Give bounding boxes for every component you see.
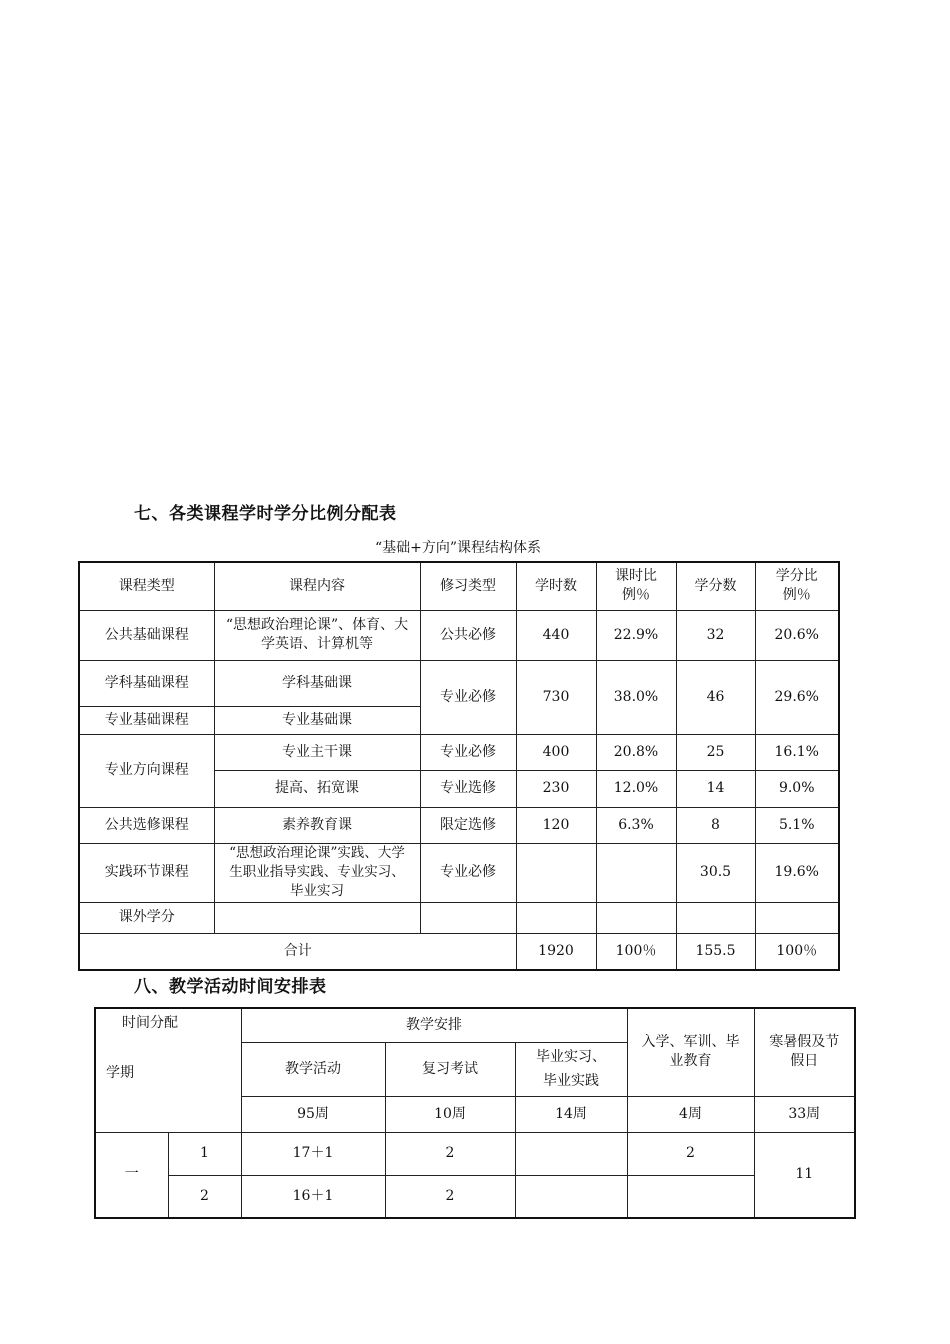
table-row [95,1132,855,1175]
header-cell: 修习类型 [420,562,516,610]
course-type: 专业基础课程 [79,706,214,734]
course-type: 公共基础课程 [79,610,214,660]
total-hours: 1920 [516,933,596,970]
study-mode: 公共必修 [420,610,516,660]
semester-number: 1 [168,1132,241,1175]
teaching-arrangement-header: 教学安排 [241,1008,627,1042]
table-row [79,660,839,706]
graduation-weeks [515,1132,627,1175]
total-weeks: 4周 [627,1096,754,1132]
course-type: 实践环节课程 [79,843,214,902]
review-exam-weeks: 2 [385,1132,515,1175]
header-cell: 学分比例％ [755,562,839,610]
credits-ratio: 9.0% [755,770,839,807]
study-mode: 专业必修 [420,843,516,902]
semester-number: 2 [168,1175,241,1218]
study-mode: 专业必修 [420,734,516,770]
credits-ratio: 19.6% [755,843,839,902]
empty-cell [755,902,839,933]
holiday-weeks: 11 [754,1132,855,1218]
graduation-practice-header: 毕业实习、毕业实践 [515,1042,627,1096]
hours: 120 [516,807,596,843]
hours-ratio: 22.9% [596,610,676,660]
total-row [79,933,839,970]
entrance-weeks [627,1175,754,1218]
total-weeks: 14周 [515,1096,627,1132]
total-credits-ratio: 100％ [755,933,839,970]
credits-ratio: 20.6% [755,610,839,660]
course-content: 专业主干课 [214,734,420,770]
holidays-header: 寒暑假及节假日 [754,1008,855,1096]
header-cell: 课时比例％ [596,562,676,610]
entrance-weeks: 2 [627,1132,754,1175]
entrance-header: 入学、军训、毕业教育 [627,1008,754,1096]
credits-ratio: 29.6% [755,660,839,734]
credits: 14 [676,770,755,807]
table-row [79,734,839,770]
course-type: 课外学分 [79,902,214,933]
header-cell: 课程类型 [79,562,214,610]
course-content: 学科基础课 [214,660,420,706]
teaching-activity-header: 教学活动 [241,1042,385,1096]
course-type: 公共选修课程 [79,807,214,843]
credits: 32 [676,610,755,660]
empty-cell [516,902,596,933]
total-weeks: 10周 [385,1096,515,1132]
teaching-activity-weeks: 16＋1 [241,1175,385,1218]
table-row [79,843,839,902]
section7-title: 七、各类课程学时学分比例分配表 [134,504,397,524]
empty-cell [676,902,755,933]
course-type: 专业方向课程 [79,734,214,807]
hours: 400 [516,734,596,770]
corner-header-cell [95,1008,241,1132]
credits: 30.5 [676,843,755,902]
credits: 46 [676,660,755,734]
table-row [79,610,839,660]
course-content: “思想政治理论课”实践、大学生职业指导实践、专业实习、毕业实习 [214,843,420,902]
table-header-row [79,562,839,610]
total-label: 合计 [79,933,516,970]
credits: 8 [676,807,755,843]
review-exam-weeks: 2 [385,1175,515,1218]
corner-top-label: 时间分配 [122,1015,178,1031]
hours-ratio [596,843,676,902]
study-mode: 专业必修 [420,660,516,734]
table-row [95,1175,855,1218]
hours-ratio: 20.8% [596,734,676,770]
table-header-row [95,1008,855,1042]
study-mode: 限定选修 [420,807,516,843]
course-content: 素养教育课 [214,807,420,843]
course-credit-table [78,561,840,971]
empty-cell [596,902,676,933]
credits-ratio: 5.1% [755,807,839,843]
course-type: 学科基础课程 [79,660,214,706]
course-content: 提高、拓宽课 [214,770,420,807]
hours-ratio: 12.0% [596,770,676,807]
study-mode: 专业选修 [420,770,516,807]
hours: 230 [516,770,596,807]
hours: 440 [516,610,596,660]
hours [516,843,596,902]
header-cell: 课程内容 [214,562,420,610]
review-exam-header: 复习考试 [385,1042,515,1096]
section8-title: 八、教学活动时间安排表 [134,977,327,997]
table-row [79,902,839,933]
table-row [79,807,839,843]
course-content: 专业基础课 [214,706,420,734]
teaching-activity-weeks: 17＋1 [241,1132,385,1175]
table1-caption: “基础+方向”课程结构体系 [374,540,542,556]
empty-cell [420,902,516,933]
graduation-weeks [515,1175,627,1218]
hours-ratio: 6.3% [596,807,676,843]
hours-ratio: 38.0% [596,660,676,734]
empty-cell [214,902,420,933]
total-weeks: 95周 [241,1096,385,1132]
credits-ratio: 16.1% [755,734,839,770]
course-content: “思想政治理论课”、体育、大学英语、计算机等 [214,610,420,660]
header-cell: 学时数 [516,562,596,610]
hours: 730 [516,660,596,734]
year-label: 一 [95,1132,168,1218]
total-weeks: 33周 [754,1096,855,1132]
teaching-schedule-table [94,1007,856,1219]
credits: 25 [676,734,755,770]
header-cell: 学分数 [676,562,755,610]
corner-bottom-label: 学期 [106,1065,134,1081]
total-hours-ratio: 100％ [596,933,676,970]
total-credits: 155.5 [676,933,755,970]
